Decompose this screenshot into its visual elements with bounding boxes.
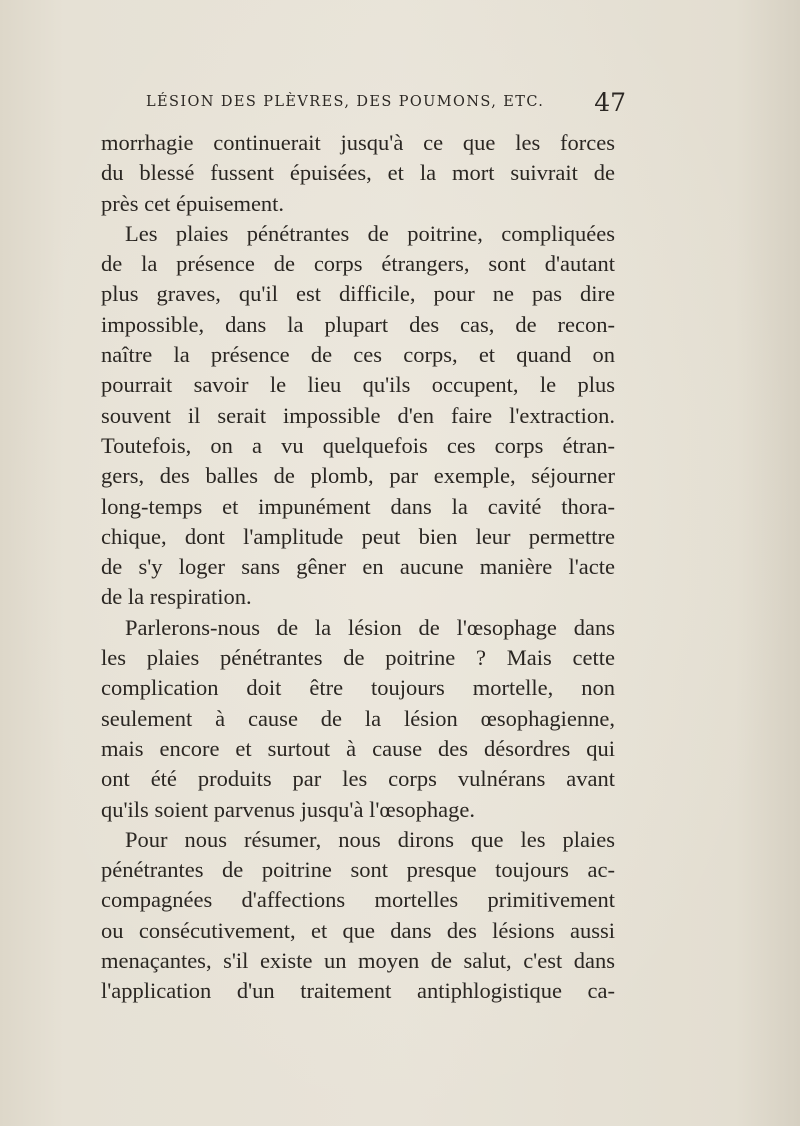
running-title: LÉSION DES PLÈVRES, DES POUMONS, ETC. <box>146 94 545 110</box>
text-line: du blessé fussent épuisées, et la mort suivrait de <box>101 160 615 186</box>
page-header <box>146 90 626 120</box>
text-line: menaçantes, s'il existe un moyen de salut, c'est dans <box>101 948 615 974</box>
body-text <box>101 128 615 1007</box>
text-line: seulement à cause de la lésion œsophagienne, <box>101 705 615 731</box>
text-line: complication doit être toujours mortelle, non <box>101 675 615 701</box>
text-line: de la présence de corps étrangers, sont d'autant <box>101 251 615 277</box>
paragraph-4 <box>101 825 615 1007</box>
text-line: Pour nous résumer, nous dirons que les plaies <box>125 826 615 852</box>
text-line: morrhagie continuerait jusqu'à ce que les forces <box>101 130 615 155</box>
text-line: naître la présence de ces corps, et quand on <box>101 342 615 368</box>
page-number: 47 <box>594 88 626 117</box>
text-line: Les plaies pénétrantes de poitrine, compliquées <box>125 220 615 246</box>
text-line: chique, dont l'amplitude peut bien leur permettre <box>101 523 615 549</box>
text-line: les plaies pénétrantes de poitrine ? Mais cette <box>101 645 615 671</box>
text-line: Parlerons-nous de la lésion de l'œsophage dans <box>125 614 615 640</box>
text-line: mais encore et surtout à cause des désordres qui <box>101 735 615 761</box>
text-line: impossible, dans la plupart des cas, de recon- <box>101 311 615 337</box>
text-line: souvent il serait impossible d'en faire l'extraction. <box>101 402 615 428</box>
text-line: Toutefois, on a vu quelquefois ces corps étran- <box>101 432 615 458</box>
text-line: ou consécutivement, et que dans des lésions aussi <box>101 917 615 943</box>
paragraph-3 <box>101 613 615 825</box>
text-line: pénétrantes de poitrine sont presque toujours ac- <box>101 857 615 883</box>
text-line: près cet épuisement. <box>101 190 285 216</box>
text-line: qu'ils soient parvenus jusqu'à l'œsophage. <box>101 796 475 822</box>
text-line: pourrait savoir le lieu qu'ils occupent, le plus <box>101 372 615 398</box>
text-line: long-temps et impunément dans la cavité thora- <box>101 493 615 519</box>
text-line: de s'y loger sans gêner en aucune manière l'acte <box>101 554 615 580</box>
text-line: compagnées d'affections mortelles primitivement <box>101 887 615 913</box>
paragraph-2 <box>101 219 615 613</box>
text-line: gers, des balles de plomb, par exemple, séjourner <box>101 463 615 489</box>
text-line: de la respiration. <box>101 584 252 610</box>
text-line: l'application d'un traitement antiphlogistique ca- <box>101 978 615 1004</box>
paragraph-1 <box>101 128 615 219</box>
text-line: ont été produits par les corps vulnérans avant <box>101 766 615 792</box>
text-line: plus graves, qu'il est difficile, pour ne pas dire <box>101 281 615 307</box>
